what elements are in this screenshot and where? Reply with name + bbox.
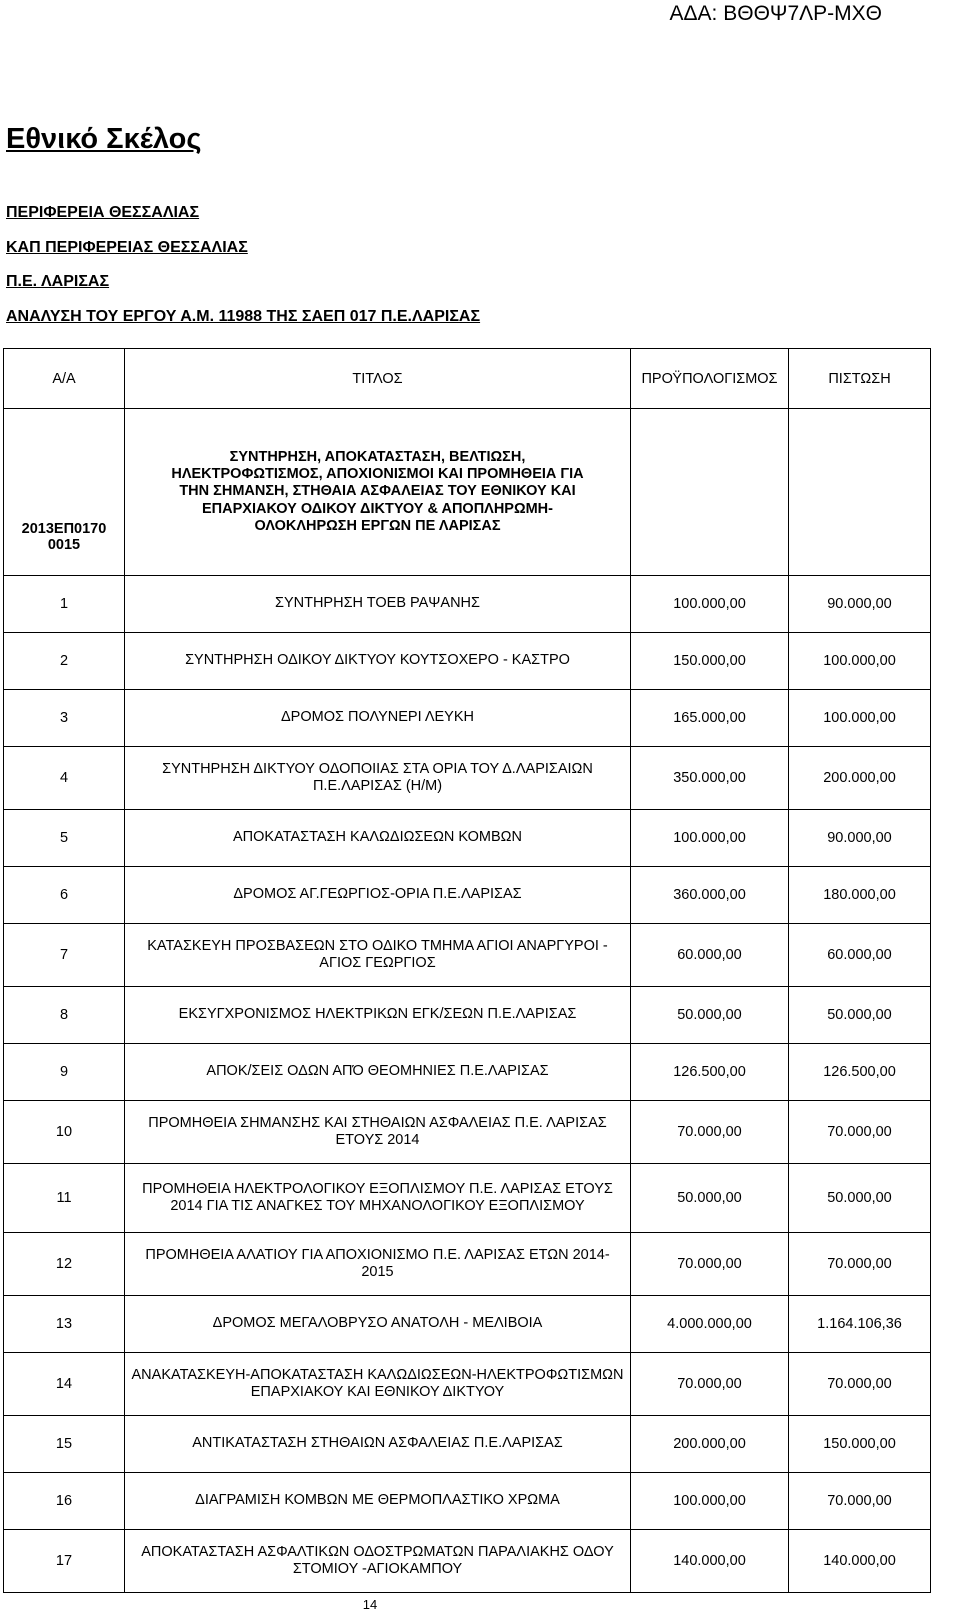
row-budget: 60.000,00 <box>631 924 789 987</box>
header-aa: Α/Α <box>4 349 125 409</box>
row-title: ΠΡΟΜΗΘΕΙΑ ΑΛΑΤΙΟΥ ΓΙΑ ΑΠΟΧΙΟΝΙΣΜΟ Π.Ε. ΛΑΡΙΣΑΣ ΕΤΩΝ 2014-2015 <box>125 1233 631 1296</box>
table-row <box>4 1101 931 1164</box>
row-budget: 140.000,00 <box>631 1530 789 1593</box>
row-credit: 100.000,00 <box>789 690 931 747</box>
row-title: ΔΡΟΜΟΣ ΑΓ.ΓΕΩΡΓΙΟΣ-ΟΡΙΑ Π.Ε.ΛΑΡΙΣΑΣ <box>125 867 631 924</box>
row-number: 8 <box>4 987 125 1044</box>
row-number: 15 <box>4 1416 125 1473</box>
row-title: ΔΡΟΜΟΣ ΜΕΓΑΛΟΒΡΥΣΟ ΑΝΑΤΟΛΗ - ΜΕΛΙΒΟΙΑ <box>125 1296 631 1353</box>
row-credit: 126.500,00 <box>789 1044 931 1101</box>
project-title: ΣΥΝΤΗΡΗΣΗ, ΑΠΟΚΑΤΑΣΤΑΣΗ, ΒΕΛΤΙΩΣΗ, ΗΛΕΚΤΡΟΦΩΤΙΣΜΟΣ, ΑΠΟΧΙΟΝΙΣΜΟΙ ΚΑΙ ΠΡΟΜΗΘΕΙΑ ΓΙΑ ΤΗΝ ΣΗΜΑΝΣΗ, ΣΤΗΘΑΙΑ ΑΣΦΑΛΕΙΑΣ ΤΟΥ ΕΘΝΙΚΟΥ ΚΑΙ ΕΠΑΡΧΙΑΚΟΥ ΟΔΙΚΟΥ ΔΙΚΤΥΟΥ & ΑΠΟΠΛΗΡΩΜΗ- ΟΛΟΚΛΗΡΩΣΗ ΕΡΓΩΝ ΠΕ ΛΑΡΙΣΑΣ <box>125 409 631 576</box>
table-row <box>4 1353 931 1416</box>
table-header-row <box>4 349 931 409</box>
row-number: 13 <box>4 1296 125 1353</box>
header-credit: ΠΙΣΤΩΣΗ <box>789 349 931 409</box>
row-budget: 50.000,00 <box>631 987 789 1044</box>
row-title: ΠΡΟΜΗΘΕΙΑ ΗΛΕΚΤΡΟΛΟΓΙΚΟΥ ΕΞΟΠΛΙΣΜΟΥ Π.Ε. ΛΑΡΙΣΑΣ ΕΤΟΥΣ 2014 ΓΙΑ ΤΙΣ ΑΝΑΓΚΕΣ ΤΟΥ ΜΗΧΑΝΟΛΟΓΙΚΟΥ ΕΞΟΠΛΙΣΜΟΥ <box>125 1164 631 1233</box>
header-budget: ΠΡΟΫΠΟΛΟΓΙΣΜΟΣ <box>631 349 789 409</box>
row-credit: 90.000,00 <box>789 810 931 867</box>
row-budget: 165.000,00 <box>631 690 789 747</box>
row-credit: 100.000,00 <box>789 633 931 690</box>
row-budget: 200.000,00 <box>631 1416 789 1473</box>
row-title: ΚΑΤΑΣΚΕΥΗ ΠΡΟΣΒΑΣΕΩΝ ΣΤΟ ΟΔΙΚΟ ΤΜΗΜΑ ΑΓΙΟΙ ΑΝΑΡΓΥΡΟΙ - ΑΓΙΟΣ ΓΕΩΡΓΙΟΣ <box>125 924 631 987</box>
row-number: 6 <box>4 867 125 924</box>
row-credit: 90.000,00 <box>789 576 931 633</box>
table-row <box>4 1044 931 1101</box>
row-budget: 70.000,00 <box>631 1353 789 1416</box>
row-credit: 1.164.106,36 <box>789 1296 931 1353</box>
row-title: ΣΥΝΤΗΡΗΣΗ ΟΔΙΚΟΥ ΔΙΚΤΥΟΥ ΚΟΥΤΣΟΧΕΡΟ - ΚΑΣΤΡΟ <box>125 633 631 690</box>
row-budget: 100.000,00 <box>631 1473 789 1530</box>
row-number: 7 <box>4 924 125 987</box>
row-budget: 150.000,00 <box>631 633 789 690</box>
row-credit: 70.000,00 <box>789 1473 931 1530</box>
row-title: ΑΠΟΚΑΤΑΣΤΑΣΗ ΚΑΛΩΔΙΩΣΕΩΝ ΚΟΜΒΩΝ <box>125 810 631 867</box>
row-credit: 70.000,00 <box>789 1101 931 1164</box>
table-row <box>4 1473 931 1530</box>
table-row <box>4 1296 931 1353</box>
row-number: 3 <box>4 690 125 747</box>
row-title: ΑΠΟΚ/ΣΕΙΣ ΟΔΩΝ ΑΠΌ ΘΕΟΜΗΝΙΕΣ Π.Ε.ΛΑΡΙΣΑΣ <box>125 1044 631 1101</box>
table-row <box>4 810 931 867</box>
table-row <box>4 1530 931 1593</box>
project-budget-cell <box>631 409 789 576</box>
row-budget: 4.000.000,00 <box>631 1296 789 1353</box>
row-budget: 100.000,00 <box>631 810 789 867</box>
table-row <box>4 690 931 747</box>
row-title: ΔΙΑΓΡΑΜΙΣΗ ΚΟΜΒΩΝ ΜΕ ΘΕΡΜΟΠΛΑΣΤΙΚΟ ΧΡΩΜΑ <box>125 1473 631 1530</box>
project-code: 2013ΕΠ0170 0015 <box>4 409 125 576</box>
row-number: 11 <box>4 1164 125 1233</box>
table-row <box>4 1164 931 1233</box>
row-number: 9 <box>4 1044 125 1101</box>
table-row <box>4 633 931 690</box>
table-row <box>4 924 931 987</box>
analysis-line: ΑΝΑΛΥΣΗ ΤΟΥ ΕΡΓΟΥ Α.Μ. 11988 ΤΗΣ ΣΑΕΠ 017 Π.Ε.ΛΑΡΙΣΑΣ <box>6 308 481 325</box>
row-credit: 140.000,00 <box>789 1530 931 1593</box>
table-row <box>4 1416 931 1473</box>
table-row <box>4 987 931 1044</box>
row-title: ΑΠΟΚΑΤΑΣΤΑΣΗ ΑΣΦΑΛΤΙΚΩΝ ΟΔΟΣΤΡΩΜΑΤΩΝ ΠΑΡΑΛΙΑΚΗΣ ΟΔΟΥ ΣΤΟΜΙΟΥ -ΑΓΙΟΚΑΜΠΟΥ <box>125 1530 631 1593</box>
row-number: 4 <box>4 747 125 810</box>
row-title: ΑΝΑΚΑΤΑΣΚΕΥΗ-ΑΠΟΚΑΤΑΣΤΑΣΗ ΚΑΛΩΔΙΩΣΕΩΝ-ΗΛΕΚΤΡΟΦΩΤΙΣΜΩΝ ΕΠΑΡΧΙΑΚΟΥ ΚΑΙ ΕΘΝΙΚΟΥ ΔΙΚΤΥΟΥ <box>125 1353 631 1416</box>
row-credit: 70.000,00 <box>789 1353 931 1416</box>
row-title: ΔΡΟΜΟΣ ΠΟΛΥΝΕΡΙ ΛΕΥΚΗ <box>125 690 631 747</box>
section-heading: Εθνικό Σκέλος <box>6 123 202 155</box>
table-body <box>4 409 931 1593</box>
row-title: ΣΥΝΤΗΡΗΣΗ ΔΙΚΤΥΟΥ ΟΔΟΠΟΙΙΑΣ ΣΤΑ ΟΡΙΑ ΤΟΥ Δ.ΛΑΡΙΣΑΙΩΝ Π.Ε.ΛΑΡΙΣΑΣ (Η/Μ) <box>125 747 631 810</box>
row-credit: 200.000,00 <box>789 747 931 810</box>
header-title: ΤΙΤΛΟΣ <box>125 349 631 409</box>
row-budget: 100.000,00 <box>631 576 789 633</box>
row-credit: 50.000,00 <box>789 987 931 1044</box>
row-credit: 180.000,00 <box>789 867 931 924</box>
table-row <box>4 747 931 810</box>
project-row <box>4 409 931 576</box>
row-budget: 126.500,00 <box>631 1044 789 1101</box>
row-number: 16 <box>4 1473 125 1530</box>
table-row <box>4 867 931 924</box>
row-credit: 60.000,00 <box>789 924 931 987</box>
row-title: ΣΥΝΤΗΡΗΣΗ ΤΟΕΒ ΡΑΨΑΝΗΣ <box>125 576 631 633</box>
row-title: ΕΚΣΥΓΧΡΟΝΙΣΜΟΣ ΗΛΕΚΤΡΙΚΩΝ ΕΓΚ/ΣΕΩΝ Π.Ε.ΛΑΡΙΣΑΣ <box>125 987 631 1044</box>
row-number: 14 <box>4 1353 125 1416</box>
row-title: ΠΡΟΜΗΘΕΙΑ ΣΗΜΑΝΣΗΣ ΚΑΙ ΣΤΗΘΑΙΩΝ ΑΣΦΑΛΕΙΑΣ Π.Ε. ΛΑΡΙΣΑΣ ΕΤΟΥΣ 2014 <box>125 1101 631 1164</box>
page-number: 14 <box>362 1597 378 1612</box>
region-line: ΠΕΡΙΦΕΡΕΙΑ ΘΕΣΣΑΛΙΑΣ <box>6 204 200 221</box>
document-ada-code: ΑΔΑ: ΒΘΘΨ7ΛΡ-ΜΧΘ <box>669 2 882 25</box>
row-credit: 150.000,00 <box>789 1416 931 1473</box>
row-budget: 70.000,00 <box>631 1101 789 1164</box>
prefecture-line: Π.Ε. ΛΑΡΙΣΑΣ <box>6 273 110 290</box>
row-number: 12 <box>4 1233 125 1296</box>
row-credit: 70.000,00 <box>789 1233 931 1296</box>
row-number: 10 <box>4 1101 125 1164</box>
row-title: ΑΝΤΙΚΑΤΑΣΤΑΣΗ ΣΤΗΘΑΙΩΝ ΑΣΦΑΛΕΙΑΣ Π.Ε.ΛΑΡΙΣΑΣ <box>125 1416 631 1473</box>
row-budget: 50.000,00 <box>631 1164 789 1233</box>
row-number: 17 <box>4 1530 125 1593</box>
row-number: 5 <box>4 810 125 867</box>
row-number: 2 <box>4 633 125 690</box>
row-budget: 350.000,00 <box>631 747 789 810</box>
row-credit: 50.000,00 <box>789 1164 931 1233</box>
table-row <box>4 576 931 633</box>
program-line: ΚΑΠ ΠΕΡΙΦΕΡΕΙΑΣ ΘΕΣΣΑΛΙΑΣ <box>6 239 248 256</box>
table-row <box>4 1233 931 1296</box>
row-budget: 70.000,00 <box>631 1233 789 1296</box>
row-number: 1 <box>4 576 125 633</box>
projects-table <box>3 348 931 1593</box>
project-credit-cell <box>789 409 931 576</box>
row-budget: 360.000,00 <box>631 867 789 924</box>
